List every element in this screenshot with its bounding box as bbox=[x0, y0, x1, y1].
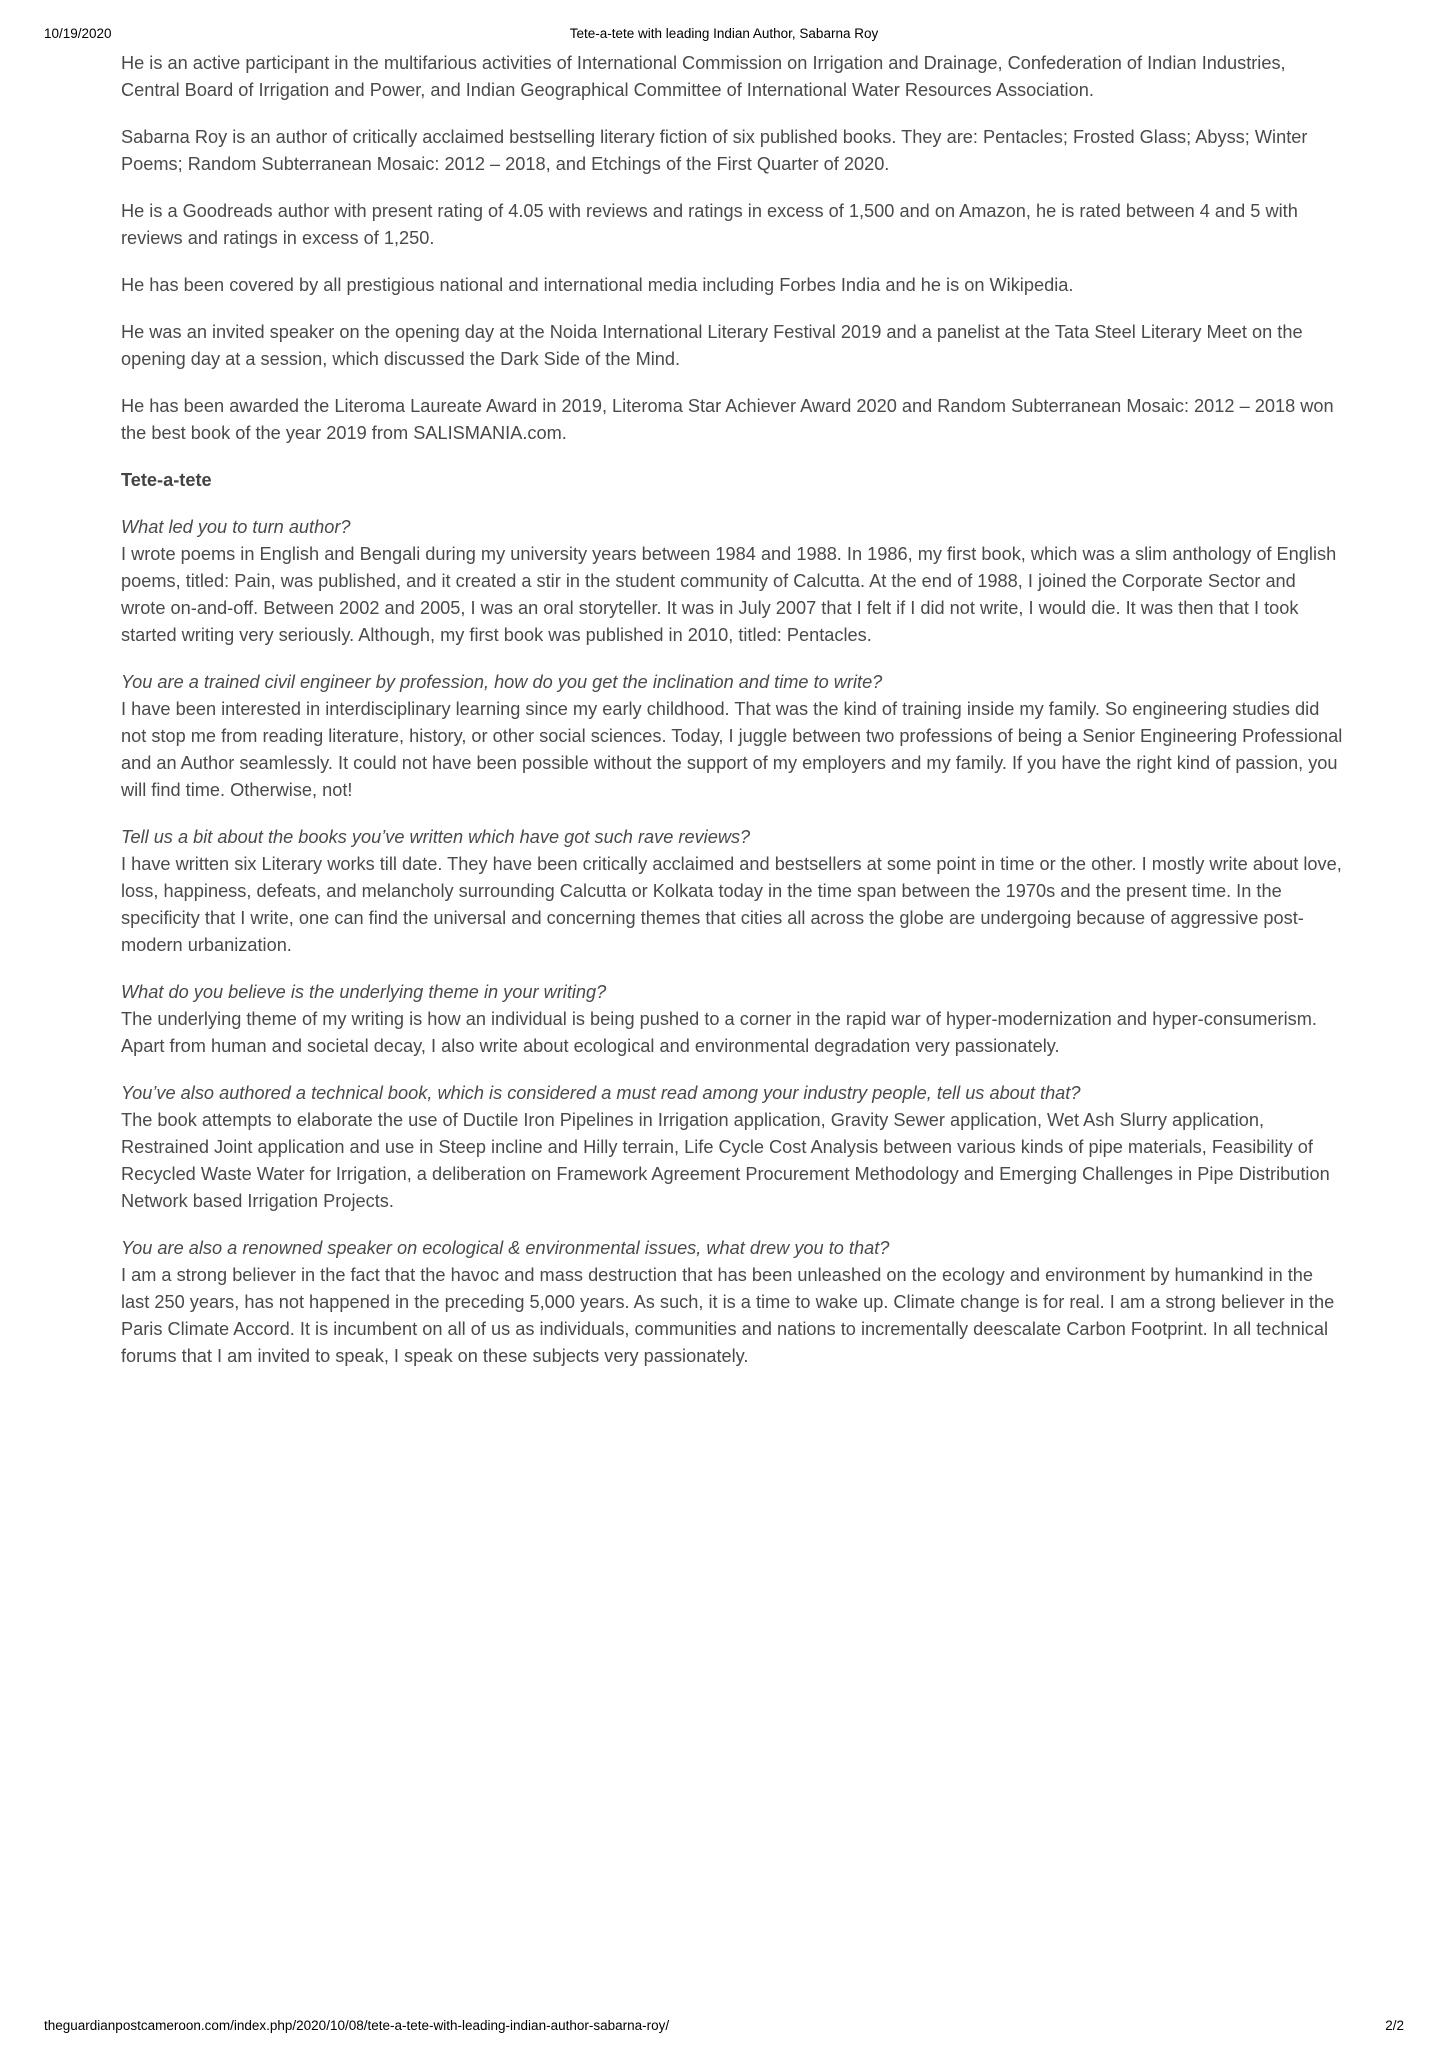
bio-paragraph: He has been awarded the Literoma Laureate Award in 2019, Literoma Star Achiever Award 2020 and Random Subterranean Mosaic: 2012 – 2018 won the best book of the year 2019 from SALISMANIA.com. bbox=[121, 396, 1334, 443]
interview-qa bbox=[121, 824, 1343, 959]
interview-qa bbox=[121, 1235, 1343, 1370]
print-header bbox=[44, 26, 1404, 44]
interview-qa bbox=[121, 514, 1343, 649]
bio-paragraph: Sabarna Roy is an author of critically acclaimed bestselling literary fiction of six published books. They are: Pentacles; Frosted Glass; Abyss; Winter Poems; Random Subterranean Mosaic: 2012 – 2018, and Etchings of the First Quarter of 2020. bbox=[121, 127, 1308, 174]
interview-answer: I am a strong believer in the fact that the havoc and mass destruction that has been unleashed on the ecology and environment by humankind in the last 250 years, has not happened in the preceding 5,000 years. As such, it is a time to wake up. Climate change is for real. I am a strong believer in the Paris Climate Accord. It is incumbent on all of us as individuals, communities and nations to incrementally deescalate Carbon Footprint. In all technical forums that I am invited to speak, I speak on these subjects very passionately. bbox=[121, 1265, 1335, 1366]
interview-question: You are a trained civil engineer by profession, how do you get the inclination and time to write? bbox=[121, 672, 883, 692]
page-number: 2/2 bbox=[1385, 2018, 1404, 2033]
source-url: theguardianpostcameroon.com/index.php/2020/10/08/tete-a-tete-with-leading-indian-author-sabarna-roy/ bbox=[44, 2018, 670, 2033]
article-body bbox=[121, 50, 1343, 1390]
print-date: 10/19/2020 bbox=[44, 26, 112, 41]
bio-paragraph: He is an active participant in the multifarious activities of International Commission on Irrigation and Drainage, Confederation of Indian Industries, Central Board of Irrigation and Power, and Indian Geographical Committee of International Water Resources Association. bbox=[121, 53, 1286, 100]
print-footer bbox=[44, 2018, 1404, 2036]
interview-question: You are also a renowned speaker on ecological & environmental issues, what drew you to that? bbox=[121, 1238, 890, 1258]
interview-qa bbox=[121, 669, 1343, 804]
bio-paragraph: He has been covered by all prestigious national and international media including Forbes India and he is on Wikipedia. bbox=[121, 275, 1074, 295]
interview-question: You’ve also authored a technical book, which is considered a must read among your industry people, tell us about that? bbox=[121, 1083, 1081, 1103]
interview-answer: I wrote poems in English and Bengali during my university years between 1984 and 1988. In 1986, my first book, which was a slim anthology of English poems, titled: Pain, was published, and it created a stir in the student community of Calcutta. At the end of 1988, I joined the Corporate Sector and wrote on-and-off. Between 2002 and 2005, I was an oral storyteller. It was in July 2007 that I felt if I did not write, I would die. It was then that I took started writing very seriously. Although, my first book was published in 2010, titled: Pentacles. bbox=[121, 544, 1337, 645]
section-heading: Tete-a-tete bbox=[121, 470, 212, 490]
interview-question: What do you believe is the underlying theme in your writing? bbox=[121, 982, 607, 1002]
interview-question: Tell us a bit about the books you’ve written which have got such rave reviews? bbox=[121, 827, 751, 847]
bio-paragraph: He is a Goodreads author with present rating of 4.05 with reviews and ratings in excess of 1,500 and on Amazon, he is rated between 4 and 5 with reviews and ratings in excess of 1,250. bbox=[121, 201, 1298, 248]
bio-paragraph: He was an invited speaker on the opening day at the Noida International Literary Festival 2019 and a panelist at the Tata Steel Literary Meet on the opening day at a session, which discussed the Dark Side of the Mind. bbox=[121, 322, 1303, 369]
interview-qa bbox=[121, 979, 1343, 1060]
interview-answer: I have written six Literary works till date. They have been critically acclaimed and bestsellers at some point in time or the other. I mostly write about love, loss, happiness, defeats, and melancholy surrounding Calcutta or Kolkata today in the time span between the 1970s and the present time. In the specificity that I write, one can find the universal and concerning themes that cities all across the globe are undergoing because of aggressive post-modern urbanization. bbox=[121, 854, 1342, 955]
interview-question: What led you to turn author? bbox=[121, 517, 351, 537]
interview-qa bbox=[121, 1080, 1343, 1215]
interview-answer: I have been interested in interdisciplinary learning since my early childhood. That was the kind of training inside my family. So engineering studies did not stop me from reading literature, history, or other social sciences. Today, I juggle between two professions of being a Senior Engineering Professional and an Author seamlessly. It could not have been possible without the support of my employers and my family. If you have the right kind of passion, you will find time. Otherwise, not! bbox=[121, 699, 1343, 800]
interview-answer: The underlying theme of my writing is how an individual is being pushed to a corner in the rapid war of hyper-modernization and hyper-consumerism. Apart from human and societal decay, I also write about ecological and environmental degradation very passionately. bbox=[121, 1009, 1317, 1056]
interview-answer: The book attempts to elaborate the use of Ductile Iron Pipelines in Irrigation application, Gravity Sewer application, Wet Ash Slurry application, Restrained Joint application and use in Steep incline and Hilly terrain, Life Cycle Cost Analysis between various kinds of pipe materials, Feasibility of Recycled Waste Water for Irrigation, a deliberation on Framework Agreement Procurement Methodology and Emerging Challenges in Pipe Distribution Network based Irrigation Projects. bbox=[121, 1110, 1330, 1211]
page-title: Tete-a-tete with leading Indian Author, Sabarna Roy bbox=[569, 26, 879, 41]
